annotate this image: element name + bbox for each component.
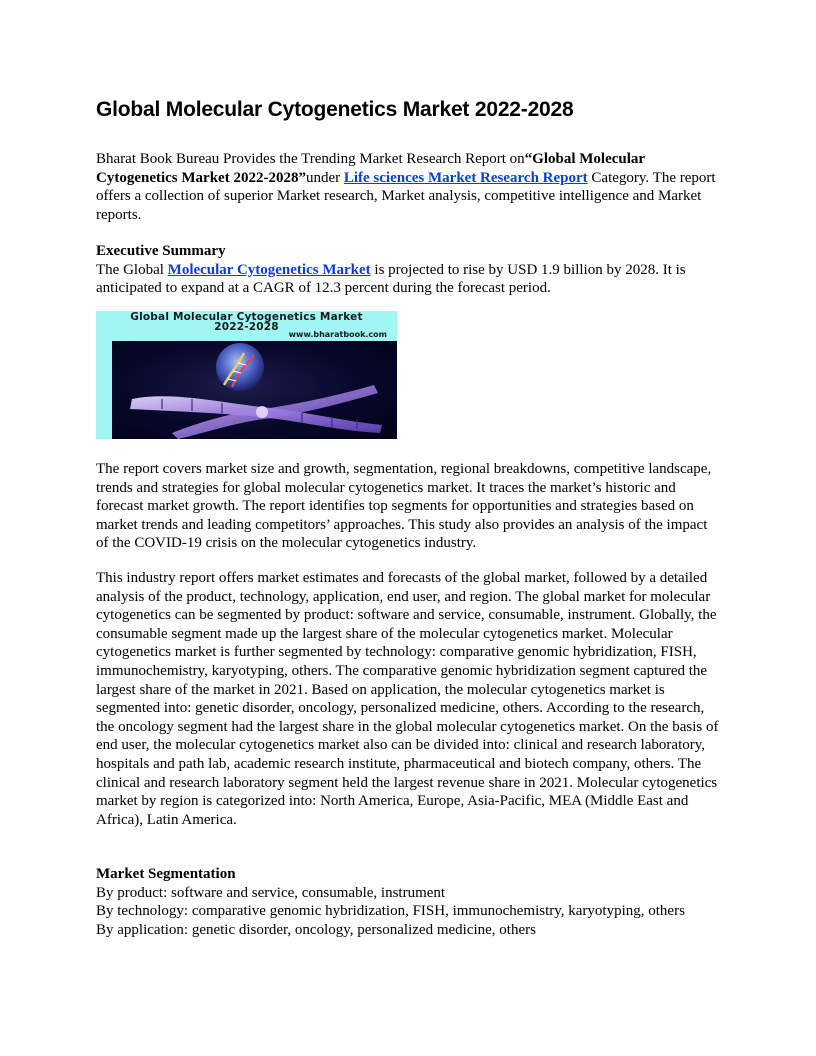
details-paragraph <box>96 569 720 829</box>
executive-summary-heading: Executive Summary <box>96 243 226 259</box>
intro-under-text: under <box>305 169 344 186</box>
market-segmentation-section <box>96 865 720 939</box>
executive-summary-lead: The Global <box>96 261 168 278</box>
coverage-text: The report covers market size and growth, segmentation, regional breakdowns, competitive landscape, trends and strategies for global molecular cytogenetics market. It traces the market’s historic and forecast market growth. The report identifies top segments for opportunities and strategies based on market trends and leading competitors’ approaches. This study also provides an analysis of the impact of the COVID-19 crisis on the molecular cytogenetics industry. <box>96 461 712 552</box>
coverage-paragraph <box>96 460 720 553</box>
intro-text: Bharat Book Bureau Provides the Trending Market Research Report on <box>96 151 525 167</box>
segmentation-item-technology: By technology: comparative genomic hybridization, FISH, immunochemistry, karyotyping, others <box>96 903 685 920</box>
page-title: Global Molecular Cytogenetics Market 2022-2028 <box>96 98 574 121</box>
details-text: This industry report offers market estimates and forecasts of the global market, followed by a detailed analysis of the product, technology, application, end user, and region. The global market for molecular cytogenetics can be segmented by product: software and service, consumable, instrument. Globally, the consumable segment made up the largest share of the molecular cytogenetics market. Molecular cytogenetics market is further segmented by technology: comparative genomic hybridization, FISH, immunochemistry, karyotyping, others. The comparative genomic hybridization segment captured the largest share of the market in 2021. Based on application, the molecular cytogenetics market is segmented into: genetic disorder, oncology, personalized medicine, others. According to the research, the oncology segment had the largest share in the global molecular cytogenetics market. On the basis of end user, the molecular cytogenetics market also can be divided into: clinical and research laboratory, hospitals and path lab, academic research institute, pharmaceutical and biotech company, others. The clinical and research laboratory segment held the largest revenue share in 2021. Molecular cytogenetics market by region is categorized into: North America, Europe, Asia-Pacific, MEA (Middle East and Africa), Latin America. <box>96 570 719 828</box>
market-segmentation-heading: Market Segmentation <box>96 866 236 882</box>
intro-trailing-text: Category. The report offers a collection of superior Market research, Market analysis, competitive intelligence and Market reports. <box>96 169 716 223</box>
intro-paragraph <box>96 150 720 224</box>
segmentation-item-product: By product: software and service, consumable, instrument <box>96 884 446 901</box>
banner-url: www.bharatbook.com <box>288 330 387 339</box>
chromosome-photo <box>112 341 397 439</box>
banner-title-line2: 2022-2028 <box>214 321 279 333</box>
banner-title-line1: Global Molecular Cytogenetics Market <box>130 311 363 323</box>
chromosome-illustration <box>112 341 397 439</box>
molecular-cytogenetics-market-link[interactable]: Molecular Cytogenetics Market <box>167 261 371 278</box>
executive-summary-section <box>96 242 720 298</box>
life-sciences-category-link[interactable]: Life sciences Market Research Report <box>343 169 588 186</box>
report-banner-image <box>96 311 397 439</box>
executive-summary-text: is projected to rise by USD 1.9 billion by 2028. It is anticipated to expand at a CAGR of 12.3 percent during the forecast period. <box>96 261 686 297</box>
segmentation-item-application: By application: genetic disorder, oncology, personalized medicine, others <box>96 921 536 938</box>
intro-report-title: “Global Molecular Cytogenetics Market 2022-2028” <box>96 151 645 186</box>
